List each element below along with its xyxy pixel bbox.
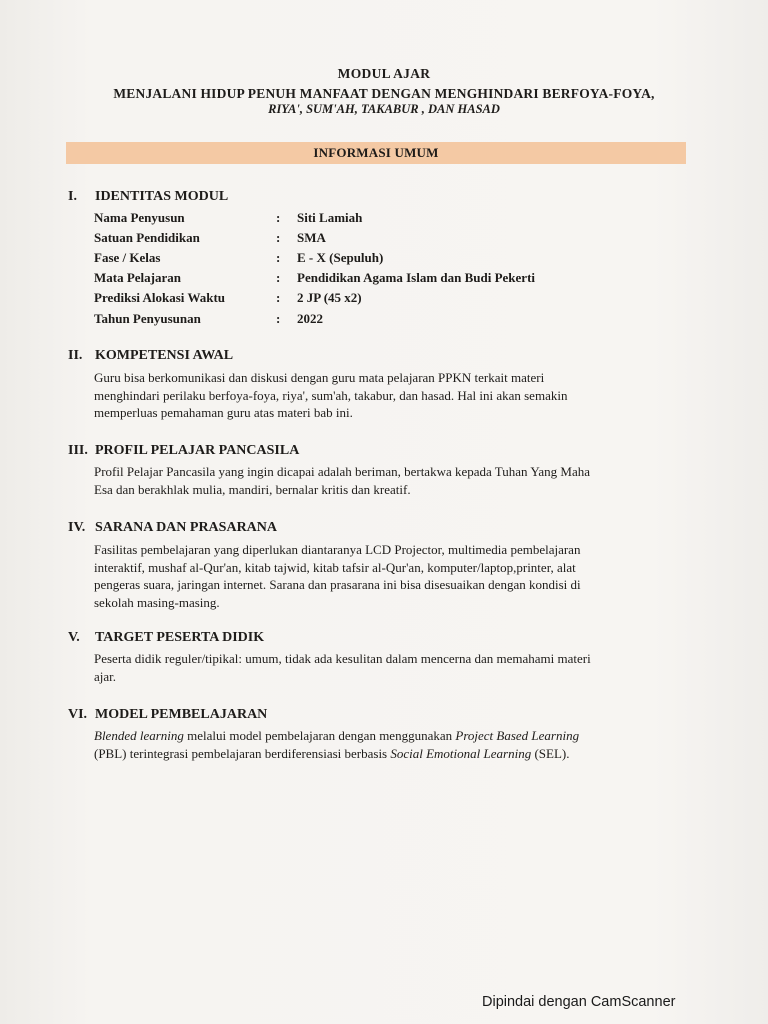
identity-separator: : [276,250,281,265]
profil-paragraph [94,463,694,498]
section-title: SARANA DAN PRASARANA [95,520,278,535]
italic-term: Social Emotional Learning [390,745,532,761]
text-line: sekolah masing-masing. [94,594,220,610]
text-fragment: melalui model pembelajaran dengan menggunakan [183,728,456,743]
text-line: memperluas pemahaman guru atas materi bab ini. [94,405,353,420]
doc-subtitle-cont: RIYA', SUM'AH, TAKABUR , DAN HASAD [268,102,500,116]
identity-separator: : [276,270,281,285]
section-kompetensi-heading [68,348,233,364]
target-paragraph [94,650,694,685]
identity-row [94,250,383,266]
identity-value: Pendidikan Agama Islam dan Budi Pekerti [297,270,536,285]
identity-row [94,311,323,327]
sarana-paragraph [94,541,694,611]
identity-row [94,290,362,306]
section-title: IDENTITAS MODUL [95,189,229,204]
text-fragment: (PBL) terintegrasi pembelajaran berdiferensiasi berbasis [94,745,391,761]
section-identitas-heading [68,189,228,205]
section-title: TARGET PESERTA DIDIK [95,630,265,645]
identity-label: Prediksi Alokasi Waktu [94,290,226,305]
identity-separator: : [276,311,281,326]
identity-value: 2022 [297,311,323,326]
identity-label: Tahun Penyusunan [94,311,201,326]
section-profil-heading [68,443,299,459]
text-line: menghindari perilaku berfoya-foya, riya', sum'ah, takabur, dan hasad. Hal ini akan semakin [94,387,568,403]
section-number: III. [68,443,88,458]
section-number: IV. [68,520,86,535]
section-title: KOMPETENSI AWAL [95,348,234,363]
section-target-heading [68,630,264,646]
camscanner-watermark: Dipindai dengan CamScanner [482,994,676,1010]
text-line: Profil Pelajar Pancasila yang ingin dicapai adalah beriman, bertakwa kepada Tuhan Yang Maha [94,464,591,479]
identity-row [94,270,535,286]
identity-separator: : [276,210,281,225]
identity-separator: : [276,290,281,305]
text-line: ajar. [94,668,117,684]
section-title: MODEL PEMBELAJARAN [95,707,268,722]
identity-separator: : [276,230,281,245]
identity-row [94,210,362,226]
identity-value: Siti Lamiah [297,210,363,225]
info-umum-header: INFORMASI UMUM [66,142,686,164]
section-model-heading [68,707,267,723]
identity-label: Mata Pelajaran [94,270,182,285]
identity-row [94,230,326,246]
model-paragraph [94,727,694,762]
doc-title: MODUL AJAR [337,66,431,81]
identity-label: Nama Penyusun [94,210,185,225]
section-number: I. [68,189,77,204]
section-number: V. [68,630,80,645]
section-number: II. [68,348,83,363]
identity-value: 2 JP (45 x2) [297,290,362,305]
section-sarana-heading [68,520,277,536]
text-line: interaktif, mushaf al-Qur'an, kitab tajwid, kitab tafsir al-Qur'an, komputer/laptop,printer, alat [94,559,576,575]
section-number: VI. [68,707,88,722]
text-line [94,745,694,763]
identity-value: SMA [297,230,326,245]
identity-value: E - X (Sepuluh) [297,250,384,265]
kompetensi-paragraph [94,369,694,422]
text-line: Fasilitas pembelajaran yang diperlukan diantaranya LCD Projector, multimedia pembelajaran [94,542,581,557]
italic-term: Blended learning [94,728,184,743]
text-line: pengeras suara, jaringan internet. Sarana dan prasarana ini bisa disesuaikan dengan kondisi di [94,577,581,592]
text-fragment: (SEL). [531,745,570,761]
section-title: PROFIL PELAJAR PANCASILA [95,443,300,458]
italic-term: Project Based Learning [455,728,580,743]
text-line: Guru bisa berkomunikasi dan diskusi dengan guru mata pelajaran PPKN terkait materi [94,370,545,385]
text-line: Peserta didik reguler/tipikal: umum, tidak ada kesulitan dalam mencerna dan memahami materi [94,651,591,666]
doc-subtitle: MENJALANI HIDUP PENUH MANFAAT DENGAN MENGHINDARI BERFOYA-FOYA, [113,86,655,101]
text-line [94,727,694,745]
identity-label: Fase / Kelas [94,250,161,265]
identity-label: Satuan Pendidikan [94,230,200,245]
text-line: Esa dan berakhlak mulia, mandiri, bernalar kritis dan kreatif. [94,481,411,497]
